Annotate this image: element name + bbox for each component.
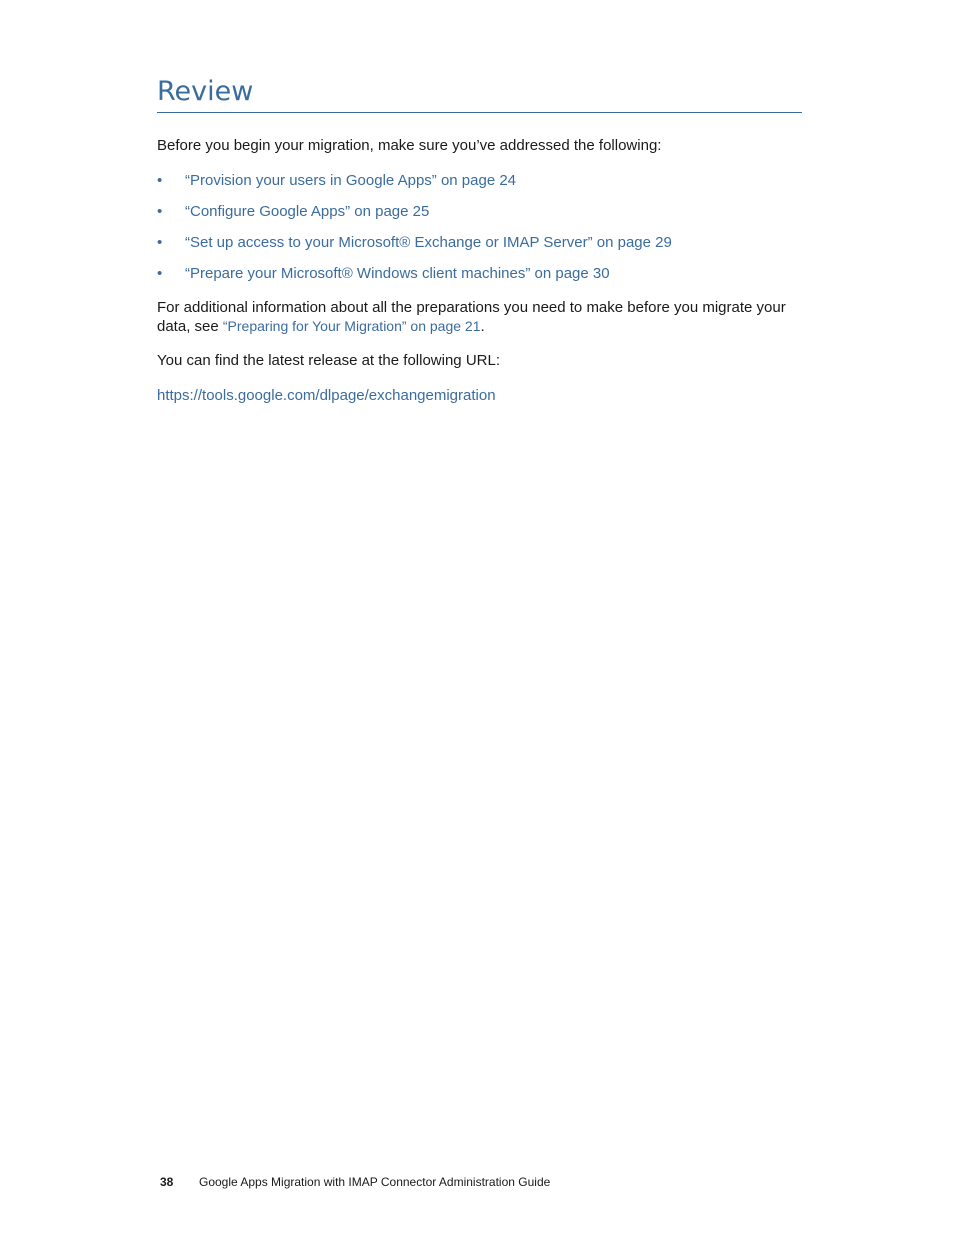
list-item — [157, 233, 802, 264]
prepare-client-machines-link[interactable]: “Prepare your Microsoft® Windows client machines” on page 30 — [185, 265, 610, 282]
bullet-marker: • — [157, 234, 163, 251]
bullet-marker: • — [157, 203, 163, 220]
page-footer — [160, 1174, 550, 1190]
provision-users-link[interactable]: “Provision your users in Google Apps” on page 24 — [185, 172, 517, 189]
additional-info-paragraph — [157, 298, 797, 336]
list-item — [157, 264, 802, 295]
list-item — [157, 202, 802, 233]
prerequisite-list — [157, 171, 802, 295]
document-title: Google Apps Migration with IMAP Connector Administration Guide — [199, 1175, 551, 1189]
setup-server-access-link[interactable]: “Set up access to your Microsoft® Exchange or IMAP Server” on page 29 — [185, 234, 672, 251]
list-item — [157, 171, 802, 202]
configure-google-apps-link[interactable]: “Configure Google Apps” on page 25 — [185, 203, 430, 220]
bullet-marker: • — [157, 172, 163, 189]
additional-info-end: . — [480, 318, 485, 335]
release-paragraph: You can find the latest release at the following URL: — [157, 352, 500, 369]
page-number: 38 — [160, 1175, 174, 1189]
intro-paragraph: Before you begin your migration, make sure you’ve addressed the following: — [157, 137, 662, 154]
preparing-migration-link[interactable]: “Preparing for Your Migration” on page 21 — [222, 318, 481, 334]
page-heading: Review — [157, 74, 802, 113]
additional-info-text: For additional information about all the preparations you need to make before you migrate your data, see — [157, 299, 786, 335]
download-url-link[interactable]: https://tools.google.com/dlpage/exchangemigration — [157, 387, 496, 404]
bullet-marker: • — [157, 265, 163, 282]
